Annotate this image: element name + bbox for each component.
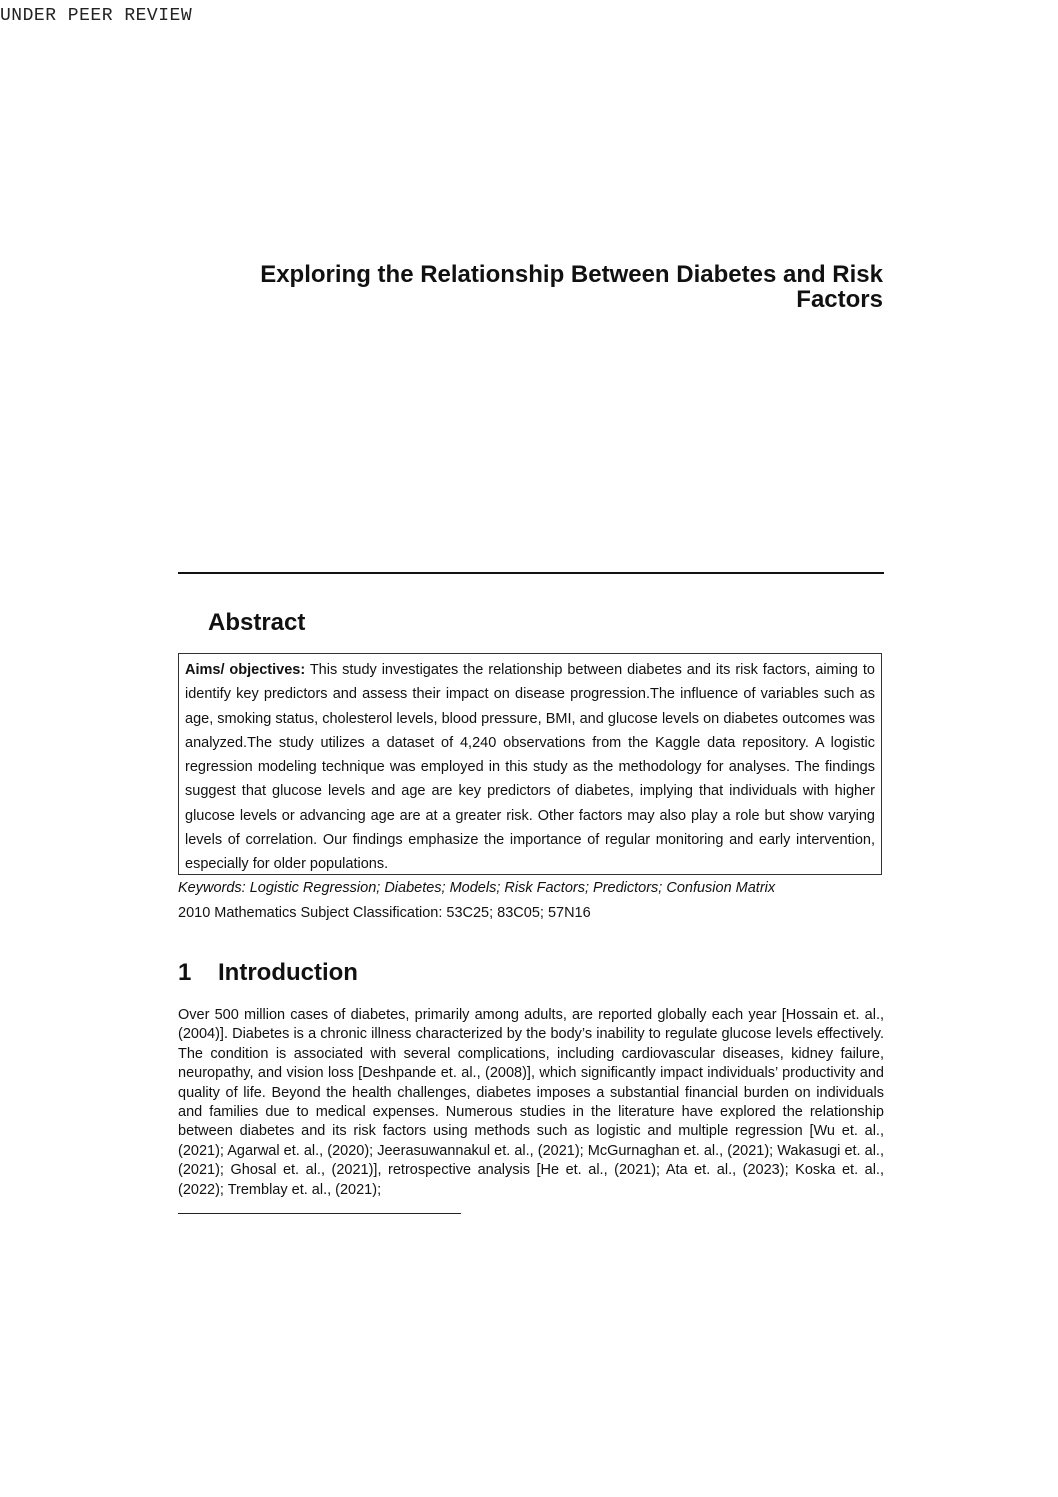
- footnote-separator-rule: [178, 1213, 461, 1214]
- section-title: Introduction: [218, 959, 358, 986]
- aims-objectives-label: Aims/ objectives:: [185, 662, 306, 678]
- paper-title-line-1: Exploring the Relationship Between Diabetes and Risk: [260, 261, 883, 289]
- section-heading-introduction: [178, 956, 358, 990]
- abstract-text: This study investigates the relationship between diabetes and its risk factors, aiming to identify key predictors and assess their impact on disease progression.The influence of variables such as age, smoking status, cholesterol levels, blood pressure, BMI, and glucose levels on diabetes outcomes was analyzed.The study utilizes a dataset of 4,240 observations from the Kaggle data repository. A logistic regression modeling technique was employed in this study as the methodology for analyses. The findings suggest that glucose levels and age are key predictors of diabetes, implying that individuals with higher glucose levels or advancing age are at a greater risk. Other factors may also play a role but show varying levels of correlation. Our findings emphasize the importance of regular monitoring and early intervention, especially for older populations.: [185, 662, 875, 873]
- introduction-paragraph: Over 500 million cases of diabetes, primarily among adults, are reported globally each year [Hossain et. al., (2004)]. Diabetes is a chronic illness characterized by the body’s inability to regulate glucose levels effectively. The condition is associated with several complications, including cardiovascular diseases, kidney failure, neuropathy, and vision loss [Deshpande et. al., (2008)], which significantly impact individuals’ productivity and quality of life. Beyond the health challenges, diabetes imposes a substantial financial burden on individuals and families due to medical expenses. Numerous studies in the literature have explored the relationship between diabetes and its risk factors using methods such as logistic and multiple regression [Wu et. al., (2021); Agarwal et. al., (2020); Jeerasuwannakul et. al., (2021); McGurnaghan et. al., (2021); Wakasugi et. al., (2021); Ghosal et. al., (2021)], retrospective analysis [He et. al., (2021); Ata et. al., (2023); Koska et. al., (2022); Tremblay et. al., (2021);: [178, 1007, 884, 1198]
- watermark-text: UNDER PEER REVIEW: [0, 6, 193, 26]
- abstract-heading: Abstract: [208, 609, 306, 636]
- abstract-box: [178, 653, 882, 875]
- title-separator-rule: [178, 572, 884, 574]
- section-number: 1: [178, 959, 192, 986]
- paper-title-line-2: Factors: [796, 286, 883, 314]
- keywords-line: Keywords: Logistic Regression; Diabetes; Models; Risk Factors; Predictors; Confusion Matrix: [178, 880, 776, 896]
- paper-title: [178, 262, 883, 312]
- msc-classification: 2010 Mathematics Subject Classification: 53C25; 83C05; 57N16: [178, 905, 591, 921]
